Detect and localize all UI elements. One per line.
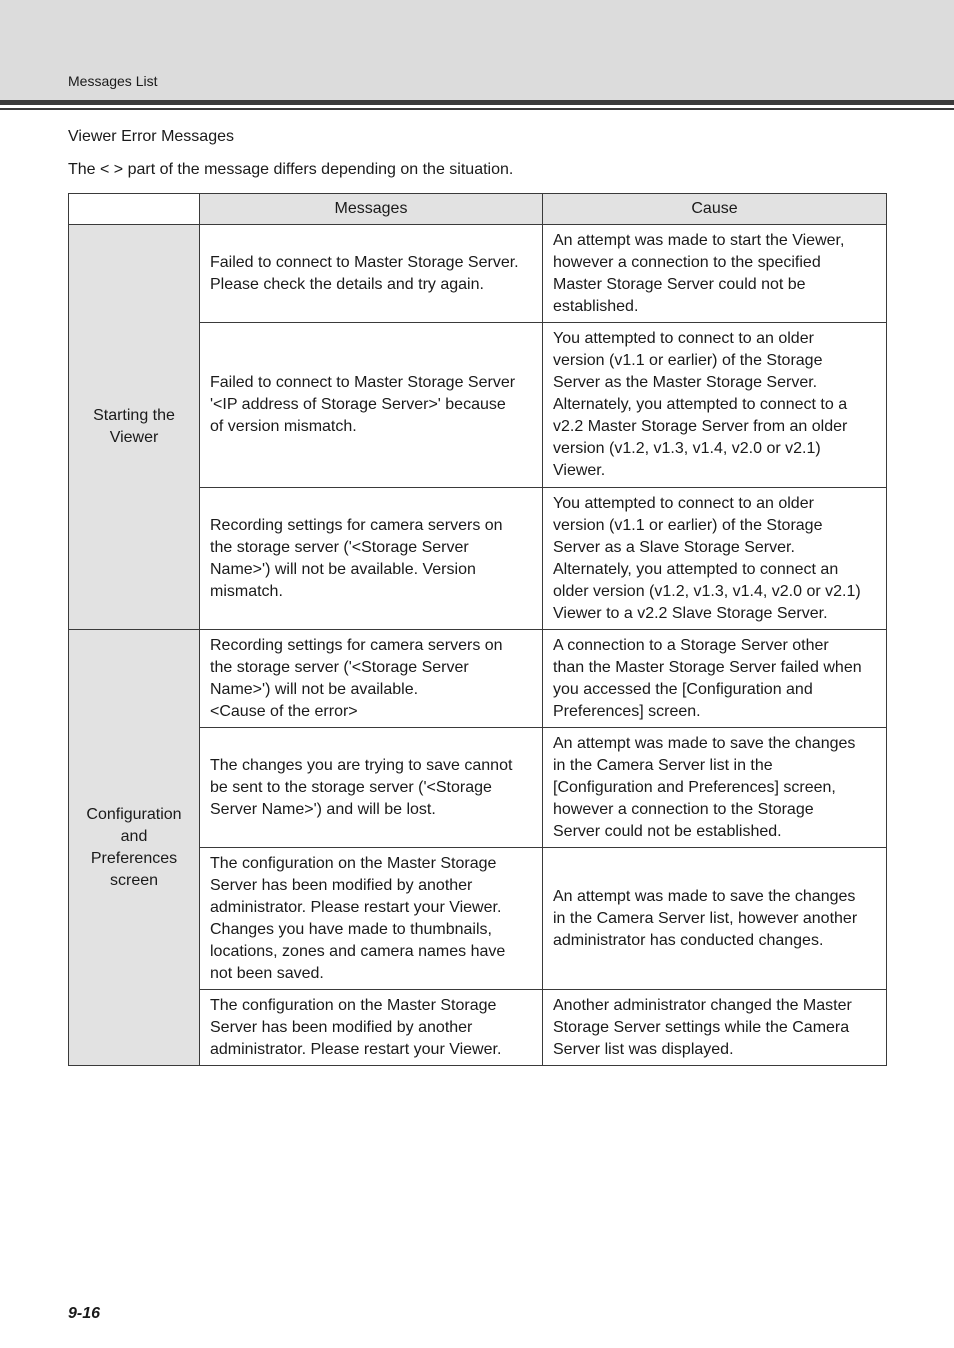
cause-cell: A connection to a Storage Server other than the Master Storage Server failed when you accessed the [Configuration and Preferences] screen. (543, 630, 887, 728)
table-row (69, 630, 887, 728)
cause-cell: You attempted to connect to an older version (v1.1 or earlier) of the Storage Server as a Slave Storage Server. Alternately, you attempted to connect an older version (v1.2, v1.3, v1.4, v2.0 or v2.1) Viewer to a v2.2 Slave Storage Server. (543, 488, 887, 630)
header-cell-messages: Messages (200, 194, 543, 225)
cause-cell: An attempt was made to start the Viewer, however a connection to the specified Master Storage Server could not be established. (543, 225, 887, 323)
message-cell: The changes you are trying to save cannot be sent to the storage server ('<Storage Server Name>') and will be lost. (200, 728, 543, 848)
header-rule-thin (0, 108, 954, 110)
message-cell: The configuration on the Master Storage Server has been modified by another administrator. Please restart your Viewer. (200, 990, 543, 1066)
cause-cell: An attempt was made to save the changes in the Camera Server list in the [Configuration and Preferences] screen, however a connection to the Storage Server could not be established. (543, 728, 887, 848)
message-cell: Failed to connect to Master Storage Server. Please check the details and try again. (200, 225, 543, 323)
messages-table (68, 193, 887, 1066)
group-label-configuration-preferences: Configuration and Preferences screen (69, 630, 200, 1066)
message-cell: Recording settings for camera servers on the storage server ('<Storage Server Name>') will not be available. Version mismatch. (200, 488, 543, 630)
message-cell: Failed to connect to Master Storage Server '<IP address of Storage Server>' because of version mismatch. (200, 323, 543, 488)
header-cell-cause: Cause (543, 194, 887, 225)
group-label-starting-viewer: Starting the Viewer (69, 225, 200, 630)
section-title: Viewer Error Messages (68, 128, 234, 145)
cause-cell: An attempt was made to save the changes in the Camera Server list, however another administrator has conducted changes. (543, 848, 887, 990)
intro-text: The < > part of the message differs depending on the situation. (68, 161, 514, 178)
header-rule-thick (0, 100, 954, 105)
header-cell-blank (69, 194, 200, 225)
cause-cell: Another administrator changed the Master Storage Server settings while the Camera Server list was displayed. (543, 990, 887, 1066)
running-header: Messages List (68, 73, 158, 89)
table-row (69, 225, 887, 323)
table-header-row (69, 194, 887, 225)
message-cell: Recording settings for camera servers on the storage server ('<Storage Server Name>') will not be available. <Cause of the error> (200, 630, 543, 728)
message-cell: The configuration on the Master Storage Server has been modified by another administrator. Please restart your Viewer. Changes you have made to thumbnails, locations, zones and camera names have not been saved. (200, 848, 543, 990)
cause-cell: You attempted to connect to an older version (v1.1 or earlier) of the Storage Server as the Master Storage Server. Alternately, you attempted to connect to a v2.2 Master Storage Server from an older version (v1.2, v1.3, v1.4, v2.0 or v2.1) Viewer. (543, 323, 887, 488)
page-number: 9-16 (68, 1305, 101, 1322)
